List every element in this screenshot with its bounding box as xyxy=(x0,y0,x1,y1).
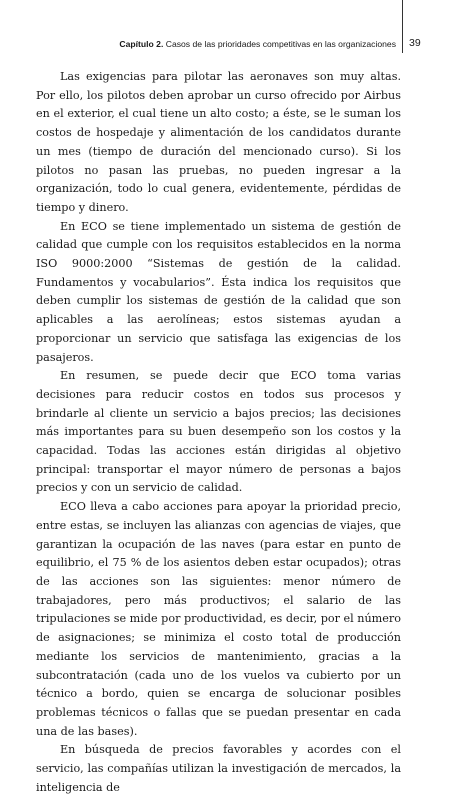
paragraph: En búsqueda de precios favorables y acordes con el servicio, las compañías utilizan la investigación de mercados, la inteligencia de xyxy=(36,743,401,794)
chapter-label: Capítulo 2. xyxy=(119,39,164,49)
paragraph: En ECO se tiene implementado un sistema de gestión de calidad que cumple con los requisitos establecidos en la norma ISO 9000:2000 “Sistemas de gestión de la calidad. Fundamentos y vocabularios”. Ésta indica los requisitos que deben cumplir los sistemas de gestión de la calidad que son aplicables a las aerolíneas; estos sistemas ayudan a proporcionar un servicio que satisfaga las exigencias de los pasajeros. xyxy=(36,219,401,364)
paragraph: En resumen, se puede decir que ECO toma varias decisiones para reducir costos en todos sus procesos y brindarle al cliente un servicio a bajos precios; las decisiones más importantes para su buen desempeño son los costos y la capacidad. Todas las acciones están dirigidas al objetivo principal: transportar el mayor número de personas a bajos precios y con un servicio de calidad. xyxy=(36,369,401,495)
paragraph: ECO lleva a cabo acciones para apoyar la prioridad precio, entre estas, se incluyen las alianzas con agencias de viajes, que garantizan la ocupación de las naves (para estar en punto de equilibrio, el 75 % de los asientos deben estar ocupados); otras de las acciones son las siguientes: menor número de trabajadores, pero más productivos; el salario de las tripulaciones se mide por productividad, es decir, por el número de asignaciones; se minimiza el costo total de producción mediante los servicios de mantenimiento, gracias a la subcontratación (cada uno de los vuelos va cubierto por un técnico a bordo, quien se encarga de solucionar posibles problemas técnicos o fallas que se puedan presentar en cada una de las bases). xyxy=(36,500,401,738)
header-divider xyxy=(402,0,403,53)
body-text xyxy=(36,68,401,797)
chapter-title: Casos de las prioridades competitivas en las organizaciones xyxy=(165,39,396,49)
paragraph: Las exigencias para pilotar las aeronaves son muy altas. Por ello, los pilotos deben aprobar un curso ofrecido por Airbus en el exterior, el cual tiene un alto costo; a éste, se le suman los costos de hospedaje y alimentación de los candidatos durante un mes (tiempo de duración del mencionado curso). Si los pilotos no pasan las pruebas, no pueden ingresar a la organización, todo lo cual genera, evidentemente, pérdidas de tiempo y dinero. xyxy=(36,70,401,214)
running-header xyxy=(0,0,453,60)
page-number: 39 xyxy=(409,37,421,49)
chapter-heading xyxy=(119,39,396,49)
